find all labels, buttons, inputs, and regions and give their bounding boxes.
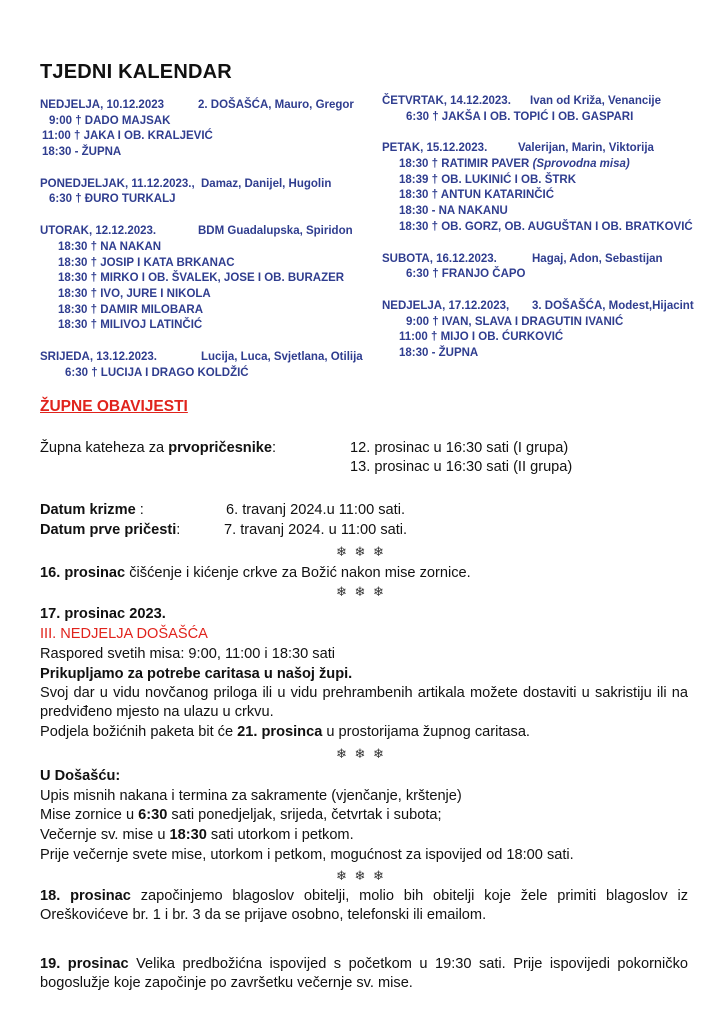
krizma-line bbox=[40, 501, 144, 520]
dec17-schedule: Raspored svetih misa: 9:00, 11:00 i 18:30 sati bbox=[40, 646, 336, 662]
kateheza-group-1: 12. prosinac u 16:30 sati (I grupa) bbox=[350, 440, 569, 456]
calendar-day: NEDJELJA, 17.12.2023, bbox=[382, 299, 510, 312]
paketi-date: 21. prosinca bbox=[237, 724, 323, 740]
pricest-sep: : bbox=[176, 522, 181, 538]
dec18-paragraph bbox=[40, 887, 688, 924]
dec16-text: čišćenje i kićenje crkve za Božić nakon mise zornice. bbox=[125, 565, 471, 581]
calendar-day-header bbox=[382, 94, 692, 110]
pricest-value: 7. travanj 2024. u 11:00 sati. bbox=[224, 522, 408, 538]
dec17-sunday: III. NEDJELJA DOŠAŠĆA bbox=[40, 626, 208, 642]
kateheza-bold: prvopričesnike bbox=[168, 440, 273, 456]
dec16-line bbox=[40, 564, 471, 583]
calendar-left-column bbox=[40, 98, 370, 381]
mass-entry: 9:00 † IVAN, SLAVA I DRAGUTIN IVANIĆ bbox=[406, 315, 624, 328]
dec16-date: 16. prosinac bbox=[40, 565, 126, 581]
dosasce-3-time: 18:30 bbox=[169, 827, 207, 843]
pricest-label: Datum prve pričesti bbox=[40, 522, 177, 538]
mass-entry bbox=[382, 157, 692, 173]
dosasce-2-prefix: Mise zornice u bbox=[40, 807, 139, 823]
mass-entry: 18:30 † IVO, JURE I NIKOLA bbox=[58, 287, 211, 300]
calendar-saints: Ivan od Križa, Venancije bbox=[530, 95, 662, 107]
mass-entry: 6:30 † LUCIJA I DRAGO KOLDŽIĆ bbox=[65, 366, 249, 379]
mass-entry: 11:00 † MIJO I OB. ĆURKOVIĆ bbox=[399, 331, 564, 344]
mass-entry: 18:30 † ANTUN KATARINČIĆ bbox=[399, 189, 555, 202]
calendar-day-header bbox=[40, 98, 370, 114]
calendar-saints: BDM Guadalupska, Spiridon bbox=[198, 225, 353, 238]
paketi-line bbox=[40, 723, 530, 742]
mass-entry: 18:30 † DAMIR MILOBARA bbox=[58, 303, 204, 316]
kateheza-line bbox=[40, 439, 276, 458]
mass-entry: 6:30 † FRANJO ČAPO bbox=[406, 268, 526, 281]
mass-entry: 18:30 † JOSIP I KATA BRKANAC bbox=[58, 256, 235, 269]
pricest-line bbox=[40, 521, 180, 540]
snowflake-divider-icon: ❄ ❄ ❄ bbox=[336, 584, 386, 599]
dec19-date: 19. prosinac bbox=[40, 956, 129, 972]
mass-entry: 18:39 † OB. LUKINIĆ I OB. ŠTRK bbox=[399, 173, 577, 186]
dec19-paragraph bbox=[40, 955, 688, 992]
calendar-saints: 2. DOŠAŠĆA, Mauro, Gregor bbox=[198, 99, 354, 111]
mass-text: 18:30 † RATIMIR PAVER bbox=[399, 158, 530, 171]
calendar-day-header bbox=[40, 224, 370, 240]
mass-entry: 18:30 - ŽUPNA bbox=[399, 346, 479, 359]
calendar-day-header bbox=[40, 350, 370, 366]
mass-entry: 18:30 † OB. GORZ, OB. AUGUŠTAN I OB. BRATKOVIĆ bbox=[399, 220, 693, 233]
calendar-day-header bbox=[382, 141, 692, 157]
mass-entry: 18:30 † NA NAKAN bbox=[58, 240, 162, 253]
announcements-heading: ŽUPNE OBAVIJESTI bbox=[40, 398, 188, 415]
paketi-prefix: Podjela božićnih paketa bit će bbox=[40, 724, 238, 740]
mass-entry: 18:30 - ŽUPNA bbox=[42, 146, 122, 159]
dec19-text: Velika predbožićna ispovijed s početkom u 19:30 sati. Prije ispovijedi pokorničko bogoslužje koje započinje po završetku večernje sv. mise. bbox=[40, 956, 688, 991]
dec18-date: 18. prosinac bbox=[40, 888, 131, 904]
mass-entry: 11:00 † JAKA I OB. KRALJEVIĆ bbox=[42, 130, 213, 143]
krizma-label: Datum krizme bbox=[40, 502, 136, 518]
mass-entry: 6:30 † ĐURO TURKALJ bbox=[49, 193, 176, 206]
calendar-day: PONEDJELJAK, 11.12.2023., bbox=[40, 177, 195, 190]
dec18-text: započinjemo blagoslov obitelji, molio bih obitelji koje žele primiti blagoslov iz Oreškovićeve br. 1 i br. 3 da se prijave osobno, telefonski ili emailom. bbox=[40, 888, 688, 923]
calendar-day: UTORAK, 12.12.2023. bbox=[40, 225, 157, 238]
dosasce-line-2 bbox=[40, 806, 442, 825]
caritas-text: Svoj dar u vidu novčanog priloga ili u vidu prehrambenih artikala možete dostaviti u sakristiju ili na predviđeno mjesto na ulazu u crkvu. bbox=[40, 685, 688, 720]
calendar-day: SRIJEDA, 13.12.2023. bbox=[40, 350, 157, 363]
calendar-saints: Lucija, Luca, Svjetlana, Otilija bbox=[201, 350, 363, 363]
kateheza-colon: : bbox=[272, 440, 277, 456]
snowflake-divider-icon: ❄ ❄ ❄ bbox=[336, 746, 386, 761]
calendar-day: PETAK, 15.12.2023. bbox=[382, 142, 488, 155]
calendar-saints: Hagaj, Adon, Sebastijan bbox=[532, 252, 663, 265]
dosasce-heading: U Došašću: bbox=[40, 768, 121, 784]
mass-entry: 18:30 † MILIVOJ LATINČIĆ bbox=[58, 319, 203, 332]
calendar-saints: Valerijan, Marin, Viktorija bbox=[518, 142, 654, 155]
dec17-heading: 17. prosinac 2023. bbox=[40, 606, 166, 622]
calendar-day-header bbox=[382, 299, 692, 315]
mass-entry: 18:30 - NA NAKANU bbox=[399, 205, 508, 218]
calendar-right-column bbox=[382, 94, 692, 362]
calendar-day-header bbox=[40, 177, 370, 193]
dosasce-line-3 bbox=[40, 826, 354, 845]
calendar-day: NEDJELJA, 10.12.2023 bbox=[40, 99, 165, 111]
caritas-heading: Prikupljamo za potrebe caritasa u našoj župi. bbox=[40, 666, 353, 682]
page-title: TJEDNI KALENDAR bbox=[40, 61, 232, 83]
kateheza-prefix: Župna kateheza za bbox=[40, 440, 169, 456]
kateheza-group-2: 13. prosinac u 16:30 sati (II grupa) bbox=[350, 459, 573, 475]
calendar-day: ČETVRTAK, 14.12.2023. bbox=[382, 95, 511, 107]
dosasce-2-suffix: sati ponedjeljak, srijeda, četvrtak i subota; bbox=[167, 807, 442, 823]
calendar-day: SUBOTA, 16.12.2023. bbox=[382, 252, 497, 265]
calendar-day-header bbox=[382, 252, 692, 268]
calendar-saints: Damaz, Danijel, Hugolin bbox=[201, 177, 332, 190]
mass-entry: 6:30 † JAKŠA I OB. TOPIĆ I OB. GASPARI bbox=[406, 110, 634, 123]
dosasce-line-4: Prije večernje svete mise, utorkom i petkom, mogućnost za ispovijed od 18:00 sati. bbox=[40, 847, 574, 863]
dosasce-2-time: 6:30 bbox=[138, 807, 168, 823]
krizma-value: 6. travanj 2024.u 11:00 sati. bbox=[226, 502, 406, 518]
mass-entry: 18:30 † MIRKO I OB. ŠVALEK, JOSE I OB. BURAZER bbox=[58, 272, 345, 285]
dosasce-3-suffix: sati utorkom i petkom. bbox=[206, 827, 354, 843]
snowflake-divider-icon: ❄ ❄ ❄ bbox=[336, 544, 386, 559]
dosasce-line-1: Upis misnih nakana i termina za sakramente (vjenčanje, krštenje) bbox=[40, 788, 462, 804]
paketi-suffix: u prostorijama župnog caritasa. bbox=[322, 724, 530, 740]
mass-entry: 9:00 † DADO MAJSAK bbox=[49, 114, 171, 127]
snowflake-divider-icon: ❄ ❄ ❄ bbox=[336, 868, 386, 883]
calendar-saints: 3. DOŠAŠĆA, Modest,Hijacint bbox=[532, 299, 694, 312]
krizma-sep: : bbox=[135, 502, 144, 518]
mass-note: (Sprovodna misa) bbox=[532, 158, 630, 171]
dosasce-3-prefix: Večernje sv. mise u bbox=[40, 827, 170, 843]
